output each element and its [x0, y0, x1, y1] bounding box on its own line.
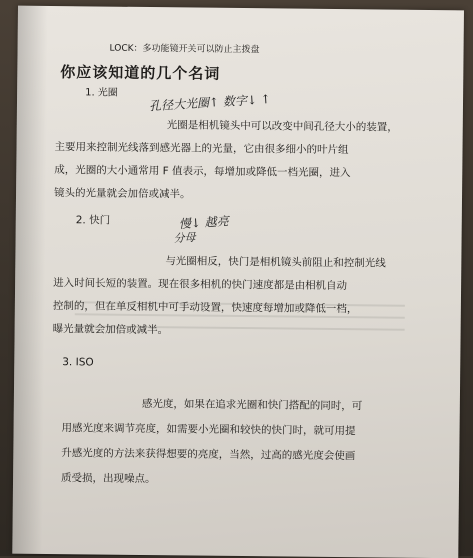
section-2-line: 与光圈相反，快门是相机镜头前阻止和控制光线 — [165, 255, 386, 270]
section-1-line: 主要用来控制光线落到感光器上的光量，它由很多细小的叶片组 — [54, 141, 349, 157]
handwritten-note-shutter: 慢↓ 越亮 — [178, 214, 230, 232]
section-1-line: 镜头的光量就会加倍或减半。 — [53, 187, 191, 201]
section-2-line: 进入时间长短的装置。现在很多相机的快门速度都是由相机自动 — [53, 277, 348, 293]
bleed-through-text — [74, 291, 405, 354]
section-1-line: 成，光圈的大小通常用 F 值表示，每增加或降低一档光圈，进入 — [54, 164, 351, 180]
handwritten-note-shutter-2: 分母 — [173, 230, 196, 246]
section-1-body — [53, 113, 398, 208]
document-page — [12, 6, 464, 558]
section-2-line: 控制的，但在单反相机中可手动设置，快速度每增加或降低一档， — [52, 300, 358, 316]
page-shadow — [12, 6, 48, 554]
section-3-heading: 3. ISO — [62, 356, 94, 369]
section-3-body — [61, 391, 363, 494]
handwritten-note-aperture: 孔径大光圈↑ 数字↓ ↑ — [148, 92, 272, 114]
section-3-line: 用感光度来调节亮度，如需要小光圈和较快的快门时，就可用提 — [61, 422, 356, 438]
lock-note: LOCK：多功能镜开关可以防止主拨盘 — [109, 43, 260, 56]
section-2-heading: 2. 快门 — [75, 214, 111, 227]
section-1-line: 光圈是相机镜头中可以改变中间孔径大小的装置， — [166, 119, 398, 134]
section-2-line: 曝光量就会加倍或减半。 — [52, 323, 169, 337]
section-3-line: 感光度，如果在追求光圈和快门搭配的同时，可 — [141, 397, 363, 413]
section-3-line: 质受损，出现噪点。 — [61, 472, 156, 486]
page-title: 你应该知道的几个名词 — [60, 63, 221, 83]
section-1-heading: 1. 光圈 — [85, 87, 118, 99]
section-3-line: 升感光度的方法来获得想要的亮度，当然，过高的感光度会使画 — [61, 447, 356, 463]
